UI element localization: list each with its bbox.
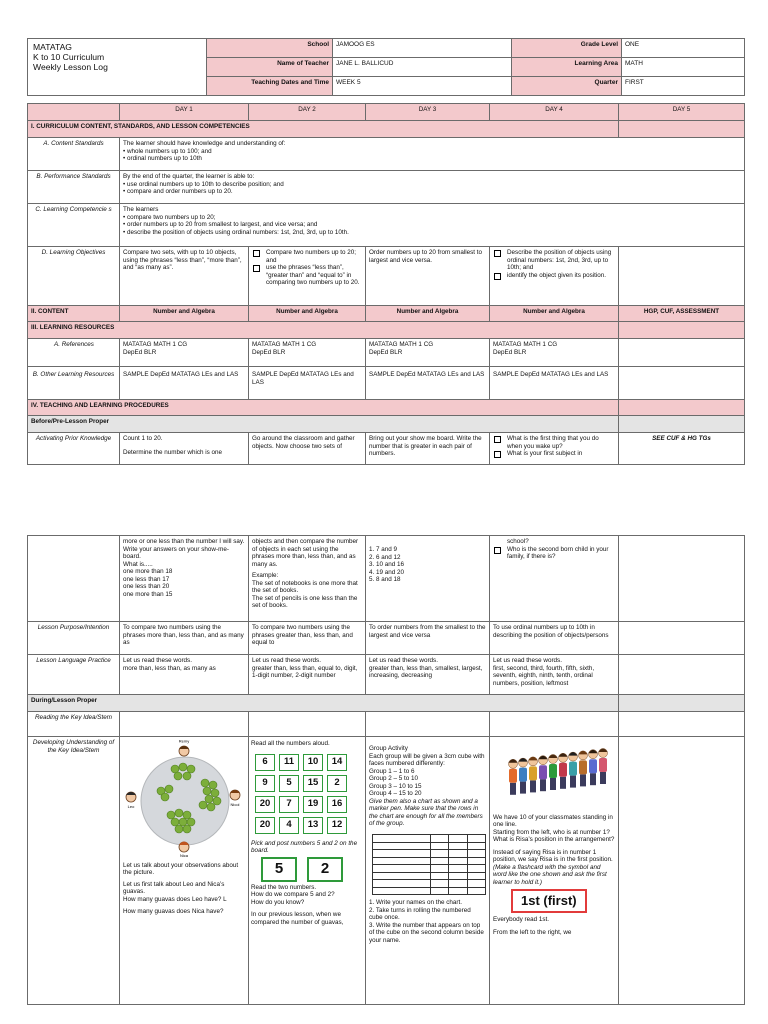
activating-line: The set of notebooks is one more that the set of books. — [252, 579, 358, 595]
reference-line: DepEd BLR — [493, 348, 527, 356]
name-leo: Leo — [127, 804, 135, 809]
classmate-icon — [519, 758, 528, 794]
school-value: JAMOOG ES — [333, 39, 512, 58]
developing-day-2 — [249, 737, 366, 1005]
classmate-icon — [549, 755, 558, 791]
references-day-3 — [366, 339, 490, 367]
activating-cont-day-3 — [366, 536, 490, 622]
day-2-header: DAY 2 — [249, 104, 366, 121]
flashcard-note: (Make a flashcard with the symbol and word like the one shown and ask the first learner to hold it.) — [493, 863, 607, 886]
number-card: 20 — [255, 817, 275, 834]
developing-line: How many guavas does Nica have? — [123, 908, 224, 916]
activating-label: Activating Prior Knowledge — [28, 433, 120, 465]
number-card: 13 — [303, 817, 323, 834]
reference-line: MATATAG MATH 1 CG — [369, 341, 434, 348]
activating-cont-day-1 — [120, 536, 249, 622]
references-label: A. References — [28, 339, 120, 367]
developing-line — [493, 849, 615, 887]
content-day-2: Number and Algebra — [249, 306, 366, 322]
language-day-2 — [249, 655, 366, 695]
number-card: 9 — [255, 775, 275, 792]
area-value: MATH — [622, 58, 745, 77]
purpose-day-2: To compare two numbers using the phrases greater than, less than, and equal to — [249, 622, 366, 655]
language-intro: Let us read these words. — [493, 657, 562, 664]
area-label: Learning Area — [512, 58, 622, 77]
objective-item: Compare two numbers up to 20; and — [252, 249, 362, 264]
number-card: 19 — [303, 796, 323, 813]
day-4-header: DAY 4 — [490, 104, 619, 121]
developing-line: How do we compare 5 and 2? — [251, 891, 335, 899]
developing-line: Read the two numbers. — [251, 883, 317, 891]
activating-line: Determine the number which is one — [123, 448, 223, 456]
child-bottom-icon — [179, 842, 189, 853]
reference-line: DepEd BLR — [252, 348, 286, 356]
classmate-icon — [569, 752, 578, 788]
activating-day-1 — [120, 433, 249, 465]
title-line-2: K to 10 Curriculum — [33, 51, 105, 62]
day-1-header: DAY 1 — [120, 104, 249, 121]
content-standards — [120, 138, 745, 171]
day-3-header: DAY 3 — [366, 104, 490, 121]
before-lesson-title: Before/Pre-Lesson Proper — [28, 416, 619, 433]
objective-item: Describe the position of objects using ordinal numbers: 1st, 2nd, 3rd, up to 10th; and — [493, 249, 615, 272]
language-day-3 — [366, 655, 490, 695]
classmate-icon — [509, 759, 518, 795]
activating-line: The set of pencils is one less than the set of books. — [252, 594, 358, 610]
number-card: 2 — [327, 775, 347, 792]
pair-item: 1. 7 and 9 — [369, 546, 398, 553]
name-nica: Nica — [179, 853, 189, 858]
activating-line: Example: — [252, 572, 279, 580]
developing-line: Starting from the left, who is at number 1? — [493, 828, 610, 836]
reference-line: DepEd BLR — [123, 348, 157, 356]
performance-standard-item: • use ordinal numbers up to 10th to describe position; and — [123, 181, 741, 189]
developing-line: We have 10 of your classmates standing in one line. — [493, 813, 613, 829]
language-words: greater than, less than, smallest, largest, increasing, decreasing — [369, 664, 483, 680]
developing-day-1 — [120, 737, 249, 1005]
content-day-5: HGP, CUF, ASSESSMENT — [619, 306, 745, 322]
reading-key-idea-label: Reading the Key Idea/Stem — [28, 712, 120, 737]
content-standards-intro: The learner should have knowledge and understanding of: — [123, 140, 286, 147]
score-chart — [372, 834, 486, 895]
classmates-in-line-illustration — [493, 739, 615, 807]
number-card: 16 — [327, 796, 347, 813]
position-text: Instead of saying Risa is in number 1 position, we say Risa is in the first position. — [493, 848, 613, 864]
references-day-2 — [249, 339, 366, 367]
purpose-day-1: To compare two numbers using the phrases more than, less than, and as many as — [120, 622, 249, 655]
number-card: 12 — [327, 817, 347, 834]
section-2-title: II. CONTENT — [28, 306, 120, 322]
dates-label: Teaching Dates and Time — [207, 77, 333, 96]
other-resources-day-1: SAMPLE DepEd MATATAG LEs and LAS — [120, 367, 249, 400]
reference-line: MATATAG MATH 1 CG — [493, 341, 558, 348]
number-card: 14 — [327, 754, 347, 771]
developing-line: In our previous lesson, when we compared the number of guavas, — [251, 911, 344, 926]
day-header-row — [28, 104, 745, 121]
day-5-header: DAY 5 — [619, 104, 745, 121]
objective-item: use the phrases “less than”, “greater than” and “equal to” in comparing two numbers up to 20. — [252, 264, 362, 287]
developing-day-4 — [490, 737, 619, 1005]
language-intro: Let us read these words. — [369, 657, 438, 664]
performance-standards-intro: By the end of the quarter, the learner is able to: — [123, 173, 255, 180]
name-nicol: Nicol — [230, 802, 240, 807]
content-standard-item: • ordinal numbers up to 10th — [123, 155, 741, 163]
school-label: School — [207, 39, 333, 58]
grade-value: ONE — [622, 39, 745, 58]
competency-item: • describe the position of objects using ordinal numbers: 1st, 2nd, 3rd, up to 10th. — [123, 229, 741, 237]
language-words: greater than, less than, equal to, digit, 1-digit number, 2-digit number — [252, 664, 358, 680]
activating-cont-day-4 — [490, 536, 619, 622]
number-card: 10 — [303, 754, 323, 771]
title-line-1: MATATAG — [33, 42, 72, 52]
content-standard-item: • whole numbers up to 100; and — [123, 148, 741, 156]
other-resources-day-4: SAMPLE DepEd MATATAG LEs and LAS — [490, 367, 619, 400]
activating-line: one more than 18 — [123, 568, 173, 576]
developing-line: How many guavas does Leo have? L — [123, 895, 227, 903]
activity-title: Group Activity — [369, 745, 408, 752]
picked-numbers — [251, 855, 353, 884]
section-4-title: IV. TEACHING AND LEARNING PROCEDURES — [28, 400, 619, 416]
number-card: 7 — [279, 796, 299, 813]
number-card: 20 — [255, 796, 275, 813]
developing-line: How do you know? — [251, 898, 305, 906]
reference-line: MATATAG MATH 1 CG — [252, 341, 317, 348]
big-number-card: 5 — [261, 857, 297, 882]
quarter-label: Quarter — [512, 77, 622, 96]
activity-note: Give them also a chart as shown and a marker pen. Make sure that the rows in the chart are enough for all the members of the group. — [369, 797, 483, 828]
references-day-4 — [490, 339, 619, 367]
group-item: Group 1 – 1 to 6 — [369, 767, 415, 775]
activating-line: more or one less than the number I will say. Write your answers on your show-me-board. — [123, 538, 245, 561]
learning-competencies-intro: The learners — [123, 206, 159, 213]
classmate-icon — [599, 749, 608, 785]
other-resources-label: B. Other Learning Resources — [28, 367, 120, 400]
pair-item: 2. 6 and 12 — [369, 553, 401, 561]
content-day-3: Number and Algebra — [366, 306, 490, 322]
pair-item: 3. 10 and 16 — [369, 561, 405, 569]
language-day-4 — [490, 655, 619, 695]
language-words: more than, less than, as many as — [123, 664, 216, 672]
performance-standard-item: • compare and order numbers up to 20. — [123, 188, 741, 196]
lesson-table-page-2 — [27, 535, 745, 1005]
purpose-label: Lesson Purpose/Intention — [28, 622, 120, 655]
activating-day-2: Go around the classroom and gather objects. Now choose two sets of — [249, 433, 366, 465]
competency-item: • order numbers up to 20 from smallest to largest, and vice versa; and — [123, 221, 741, 229]
activating-line: one less than 17 — [123, 575, 170, 583]
developing-line: Pick and post numbers 5 and 2 on the board. — [251, 839, 358, 855]
other-resources-day-2: SAMPLE DepEd MATATAG LEs and LAS — [249, 367, 366, 400]
classmate-icon — [529, 757, 538, 793]
name-remy: Remy — [178, 739, 190, 744]
language-words: first, second, third, fourth, fifth, sixth, seventh, eighth, ninth, tenth, ordinal numbers, position, leftmost — [493, 664, 595, 687]
developing-line: Let us first talk about Leo and Nica’s guavas. — [123, 880, 225, 896]
activity-intro: Each group will be given a 3cm cube with faces numbered differently: — [369, 752, 485, 768]
language-day-1 — [120, 655, 249, 695]
number-card: 11 — [279, 754, 299, 771]
header-table — [27, 38, 745, 96]
objectives-day-1: Compare two sets, with up to 10 objects, using the phrases “less than”, “more than”, and “as many as”. — [120, 247, 249, 306]
language-practice-label: Lesson Language Practice — [28, 655, 120, 695]
content-standards-label: A. Content Standards — [28, 138, 120, 171]
performance-standards-label: B. Performance Standards — [28, 171, 120, 204]
classmate-icon — [579, 751, 588, 787]
during-lesson-title: During/Lesson Proper — [28, 695, 619, 712]
group-item: Group 2 – 5 to 10 — [369, 775, 419, 783]
developing-label: Developing Understanding of the Key Idea/Stem — [28, 737, 120, 1005]
activity-step: 1. Write your names on the chart. — [369, 899, 462, 907]
activating-line: school? — [507, 538, 529, 545]
number-card: 4 — [279, 817, 299, 834]
developing-line: Read all the numbers aloud. — [251, 740, 330, 747]
group-item: Group 4 – 15 to 20 — [369, 790, 422, 798]
objective-item: identify the object given its position. — [493, 272, 615, 280]
learning-objectives-label: D. Learning Objectives — [28, 247, 120, 306]
activating-line: one more than 15 — [123, 590, 173, 598]
classmate-icon — [559, 753, 568, 789]
language-intro: Let us read these words. — [252, 657, 321, 664]
references-day-1 — [120, 339, 249, 367]
activating-item: Who is the second born child in your family, if there is? — [493, 546, 615, 561]
pair-item: 5. 8 and 18 — [369, 576, 401, 584]
dates-value: WEEK 5 — [333, 77, 512, 96]
activating-line: What is..... — [123, 560, 153, 568]
log-title — [28, 39, 207, 96]
big-number-card: 2 — [307, 857, 343, 882]
other-resources-day-3: SAMPLE DepEd MATATAG LEs and LAS — [366, 367, 490, 400]
activating-cont-day-2 — [249, 536, 366, 622]
activating-day-4 — [490, 433, 619, 465]
language-intro: Let us read these words. — [123, 657, 192, 664]
teacher-label: Name of Teacher — [207, 58, 333, 77]
reference-line: MATATAG MATH 1 CG — [123, 341, 188, 348]
activating-line: objects and then compare the number of objects in each set using the phrases more than, less than, and as many as. — [252, 538, 359, 568]
purpose-day-4: To use ordinal numbers up to 10th in describing the position of objects/persons — [490, 622, 619, 655]
activating-item: What is your first subject in — [493, 450, 615, 458]
content-day-4: Number and Algebra — [490, 306, 619, 322]
competency-item: • compare two numbers up to 20; — [123, 214, 741, 222]
objectives-day-3: Order numbers up to 20 from smallest to largest and vice versa. — [366, 247, 490, 306]
number-card: 15 — [303, 775, 323, 792]
activating-line: one less than 20 — [123, 583, 170, 591]
classmate-icon — [589, 750, 598, 786]
quarter-value: FIRST — [622, 77, 745, 96]
ordinal-flashcard: 1st (first) — [511, 889, 587, 913]
child-right-icon — [230, 790, 240, 800]
lesson-table-page-1 — [27, 103, 745, 465]
number-card: 5 — [279, 775, 299, 792]
learning-competencies — [120, 204, 745, 247]
reference-line: DepEd BLR — [369, 348, 403, 356]
activity-step: 3. Write the number that appears on top of the cube on the second column beside your name. — [369, 921, 484, 944]
developing-line: Everybody read 1st. — [493, 916, 550, 924]
child-top-icon — [179, 746, 189, 756]
teacher-value: JANE L. BALLICUD — [333, 58, 512, 77]
developing-day-3 — [366, 737, 490, 1005]
developing-line: From the left to the right, we — [493, 928, 572, 936]
number-grid — [251, 750, 351, 838]
child-left-icon — [126, 792, 136, 802]
objectives-day-4 — [490, 247, 619, 306]
title-line-3: Weekly Lesson Log — [33, 61, 108, 72]
activity-step: 2. Take turns in rolling the numbered cube once. — [369, 906, 471, 922]
guava-sharing-illustration — [123, 739, 245, 859]
developing-line: Let us talk about your observations about the picture. — [123, 861, 239, 877]
activating-day-3: Bring out your show me board. Write the number that is greater in each pair of numbers. — [366, 433, 490, 465]
developing-line: What is Risa’s position in the arrangement? — [493, 836, 615, 844]
number-card: 6 — [255, 754, 275, 771]
section-1-title: I. CURRICULUM CONTENT, STANDARDS, AND LESSON COMPETENCIES — [28, 121, 619, 138]
pair-item: 4. 19 and 20 — [369, 568, 405, 576]
activating-day-5: SEE CUF & HG TGs — [619, 433, 745, 465]
learning-competencies-label: C. Learning Competencie s — [28, 204, 120, 247]
content-day-1: Number and Algebra — [120, 306, 249, 322]
group-item: Group 3 – 10 to 15 — [369, 782, 422, 790]
activating-item: What is the first thing that you do when you wake up? — [493, 435, 615, 450]
grade-label: Grade Level — [512, 39, 622, 58]
objectives-day-2 — [249, 247, 366, 306]
section-3-title: III. LEARNING RESOURCES — [28, 322, 619, 339]
purpose-day-3: To order numbers from the smallest to the largest and vice versa — [366, 622, 490, 655]
classmate-icon — [539, 756, 548, 792]
performance-standards — [120, 171, 745, 204]
activating-line: Count 1 to 20. — [123, 435, 163, 442]
